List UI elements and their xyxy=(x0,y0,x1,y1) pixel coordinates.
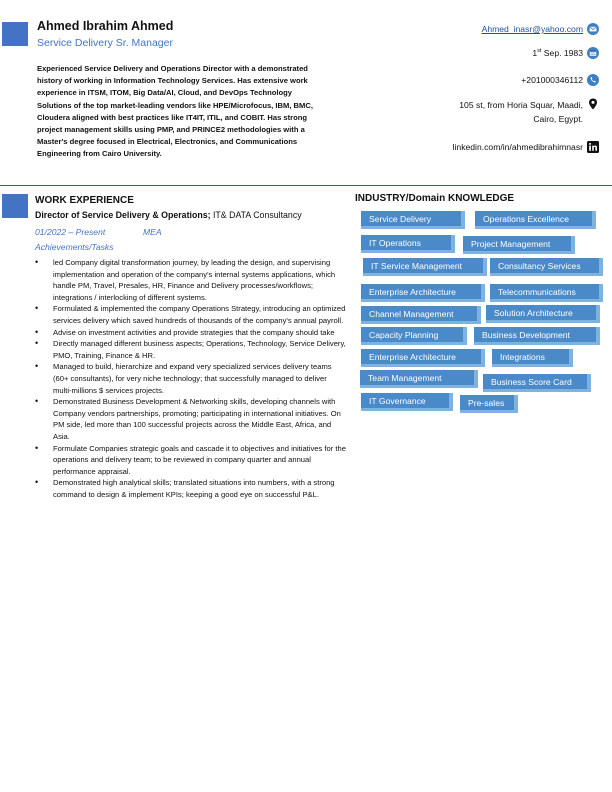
tag-pre-sales: Pre-sales xyxy=(460,395,518,413)
email-link[interactable]: Ahmed_inasr@yahoo.com xyxy=(481,24,583,34)
list-item: • Demonstrated Business Development & Networking skills, developing channels with Company vendors partnerships, promoting; participating in international initiatives. On PM side, led more than 100 successful projects across the Middle East, Africa, and Asia. xyxy=(35,396,347,442)
job-region: MEA xyxy=(143,227,162,237)
list-item: • Formulate Companies strategic goals and cascade it to objectives and initiatives for the operations and delivery team; to be reviewed in company quarter and annual performance appraisal. xyxy=(35,443,347,478)
tag-it-service-management: IT Service Management xyxy=(363,258,487,276)
location-pin-icon xyxy=(587,98,599,110)
tag-project-management: Project Management xyxy=(463,236,575,254)
tag-consultancy-services: Consultancy Services xyxy=(490,258,603,276)
section-divider xyxy=(0,185,612,186)
list-item: • Demonstrated high analytical skills; translated situations into numbers, with a strong command to design & implement KPIs; keeping a good eye on successful P&L. xyxy=(35,477,347,500)
profile-summary: Experienced Service Delivery and Operations Director with a demonstrated history of working in Information Technology Services. Has extensive work experience in ITSM, ITOM, Big Data/AI, Cloud, and DevOps Technology Solutions of the top market-leading vendors like HPE/Microfocus, IBM, BMC, Cloudera aligned with best practices like IT4IT, ITIL, and COBIT. Has strong project management skills using PMP, and PRINCE2 methodologies with a Master's degree focused in Electrical, Electronics, and Communications Engineering from Cairo University. xyxy=(37,64,313,159)
list-item: • Managed to build, hierarchize and expand very specialized services delivery teams (60+ consultants), for very niche technology; that successfully managed to deliver multi-millions $ services projects. xyxy=(35,361,347,396)
phone-number[interactable]: +201000346112 xyxy=(521,75,583,85)
header-accent-square xyxy=(2,22,28,46)
contact-email[interactable] xyxy=(482,23,599,35)
tag-service-delivery: Service Delivery xyxy=(361,211,465,229)
tag-operations-excellence: Operations Excellence xyxy=(475,211,596,229)
address-line-1: 105 st, from Horia Squar, Maadi, xyxy=(459,100,583,110)
linkedin-icon xyxy=(587,141,599,153)
tag-business-development: Business Development xyxy=(474,327,600,345)
birthdate-text: 1st Sep. 1983 xyxy=(532,48,583,58)
work-experience-heading: WORK EXPERIENCE xyxy=(35,195,134,206)
tag-telecommunications: Telecommunications xyxy=(490,284,603,302)
tag-solution-architecture: Solution Architecture xyxy=(486,305,600,323)
tag-channel-management: Channel Management xyxy=(361,306,481,324)
tag-it-governance: IT Governance xyxy=(361,393,453,411)
list-item: • Formulated & implemented the company Operations Strategy, introducing an optimized services delivery which saved hundreds of thousands of the company's annual payroll. xyxy=(35,303,347,326)
candidate-name: Ahmed Ibrahim Ahmed xyxy=(37,19,174,33)
work-accent-square xyxy=(2,194,28,218)
achievements-list xyxy=(35,257,347,500)
list-item: • led Company digital transformation journey, by leading the design, and supervising implementation and operation of the company's internal systems applications, which handle PM, Travel, Presales, HR, Finance and Delivery processes/workflows; integrations / interlocking of different systems. xyxy=(35,257,347,303)
email-icon xyxy=(587,23,599,35)
list-item: • Directly managed different business aspects; Operations, Technology, Service Delivery, PMO, Training, Finance & HR. xyxy=(35,338,347,361)
tag-business-score-card: Business Score Card xyxy=(483,374,591,392)
candidate-title: Service Delivery Sr. Manager xyxy=(37,37,173,49)
job-title: Director of Service Delivery & Operations; xyxy=(35,210,211,220)
job-heading xyxy=(35,210,302,220)
job-period: 01/2022 – Present xyxy=(35,227,106,237)
tag-capacity-planning: Capacity Planning xyxy=(361,327,467,345)
address-line-2: Cairo, Egypt. xyxy=(533,114,583,124)
tag-it-operations: IT Operations xyxy=(361,235,455,253)
linkedin-link[interactable]: linkedin.com/in/ahmedibrahimnasr xyxy=(452,142,583,152)
contact-birthdate xyxy=(532,47,599,59)
phone-icon xyxy=(587,74,599,86)
contact-address xyxy=(459,98,599,126)
industry-heading: INDUSTRY/Domain KNOWLEDGE xyxy=(355,193,515,204)
calendar-icon xyxy=(587,47,599,59)
contact-linkedin[interactable] xyxy=(453,141,599,153)
tag-enterprise-architecture: Enterprise Architecture xyxy=(361,284,485,302)
tag-integrations: Integrations xyxy=(492,349,573,367)
tag-team-management: Team Management xyxy=(360,370,478,388)
achievements-label: Achievements/Tasks xyxy=(35,242,114,252)
company-name: IT& DATA Consultancy xyxy=(210,210,302,220)
tag-enterprise-architecture-2: Enterprise Architecture xyxy=(361,349,485,367)
contact-phone[interactable] xyxy=(521,74,599,86)
list-item: • Advise on investment activities and provide strategies that the company should take xyxy=(35,327,347,339)
